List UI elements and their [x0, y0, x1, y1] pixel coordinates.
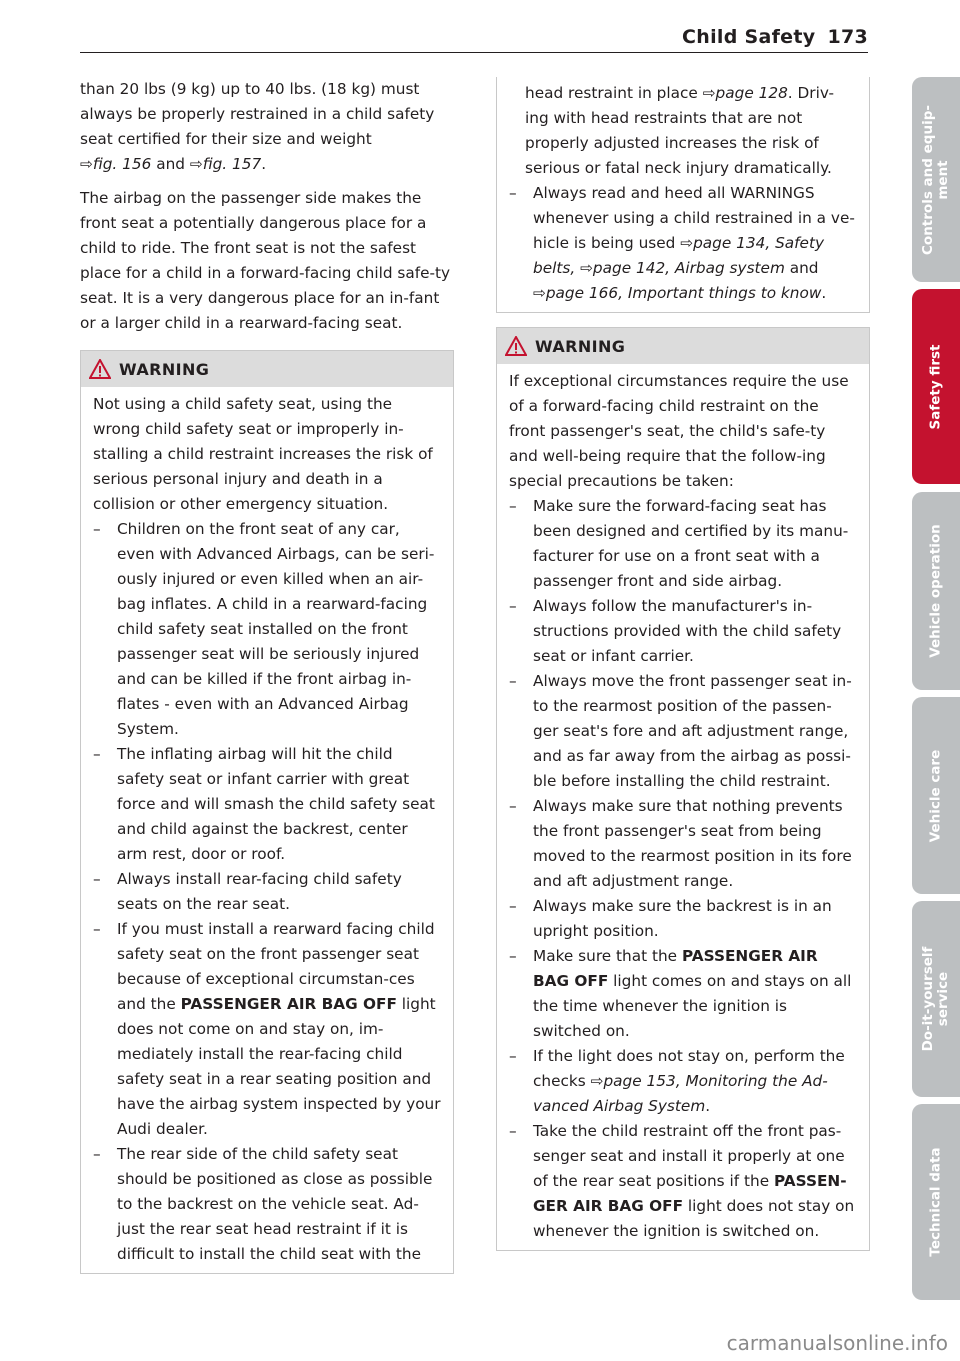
warning-item-text: If the light does not stay on, perform the checks [533, 1047, 845, 1090]
warning-item: – The inflating airbag will hit the child safety seat or infant carrier with great force and will smash the child safety seat and child against the backrest, center arm rest, door or roof. [93, 742, 441, 867]
left-column [80, 77, 454, 1274]
and-text: and [156, 155, 185, 173]
warning-list [509, 494, 857, 1244]
passenger-airbag-off-label: PASSENGER AIR BAG OFF [180, 995, 397, 1013]
tab-label: Safety first [927, 344, 944, 429]
arrow-icon: ⇨ [80, 155, 93, 173]
tab-label: Do-it-yourself service [920, 946, 951, 1052]
warning-item [509, 1044, 857, 1119]
page-ref-166[interactable]: page 166, Important things to know [545, 284, 822, 302]
tab-technical-data[interactable] [912, 1104, 960, 1300]
warning-item: – Children on the front seat of any car, even with Advanced Airbags, can be seri-ously injured or even killed when an air-bag inflates. A child in a rearward-facing child safety seat installed on the front passenger seat will be seriously injured and can be killed if the front airbag in-flates - even with an Advanced Airbag System. [93, 517, 441, 742]
arrow-icon: ⇨ [680, 234, 694, 252]
tab-label: Technical data [927, 1147, 944, 1257]
warning-intro: Not using a child safety seat, using the wrong child safety seat or improperly in-stalling a child restraint increases the risk of serious personal injury and death in a collision or other emergency situation. [93, 395, 433, 513]
arrow-icon: ⇨ [702, 84, 716, 102]
warning-intro: If exceptional circumstances require the use of a forward-facing child restraint on the front passenger's seat, the child's safe-ty and well-being require that the follow-ing special precautions be taken: [509, 372, 849, 490]
warning-triangle-icon [505, 336, 527, 356]
warning-item: – Always make sure the backrest is in an upright position. [509, 894, 857, 944]
page-ref-142[interactable]: page 142, Airbag system [592, 259, 785, 277]
warning-item: – Always move the front passenger seat in-to the rearmost position of the passen-ger seat's fore and aft adjustment range, and as far away from the airbag as possi-ble before installing the child restraint. [509, 669, 857, 794]
warning-item [93, 917, 441, 1142]
warning-item: – Always install rear-facing child safety seats on the rear seat. [93, 867, 441, 917]
arrow-icon: ⇨ [189, 155, 203, 173]
and-text: and [789, 259, 819, 277]
period: . [261, 155, 267, 173]
arrow-icon: ⇨ [580, 259, 593, 277]
intro-line: than 20 lbs (9 kg) up to 40 lbs. (18 kg) must [80, 80, 420, 98]
page-ref-128[interactable]: page 128 [715, 84, 788, 102]
warning-continuation-box [496, 77, 870, 313]
tab-label: Controls and equip- ment [920, 104, 951, 255]
warning-item: – Always follow the manufacturer's in-structions provided with the child safety seat or infant carrier. [509, 594, 857, 669]
warning-title: WARNING [119, 359, 210, 379]
page-ref-153[interactable]: page 153, Monitoring the Ad-vanced Airbag System [533, 1072, 828, 1115]
intro-line: always be properly restrained in a child safety [80, 105, 435, 123]
airbag-paragraph: The airbag on the passenger side makes the front seat a potentially dangerous place for a child to ride. The front seat is not the safest place for a child in a forward-facing child safe-ty seat. It is a very dangerous place for an in-fant or a larger child in a rearward-facing seat. [80, 189, 451, 332]
continuation-item [509, 181, 857, 306]
warning-triangle-icon [89, 359, 111, 379]
tab-label: Vehicle operation [927, 524, 944, 658]
fig-ref-156[interactable]: fig. 156 [92, 155, 152, 173]
intro-paragraph [80, 77, 454, 177]
warning-list [93, 517, 441, 1267]
period: . [705, 1097, 711, 1115]
warning-box-right [496, 327, 870, 1251]
warning-title: WARNING [535, 336, 626, 356]
warning-item-text: light does not stay on whenever the ignition is switched on. [533, 1197, 855, 1240]
page-number: 173 [827, 26, 868, 48]
tab-safety-first[interactable] [912, 289, 960, 484]
tab-controls-and-equipment[interactable] [912, 77, 960, 282]
tab-do-it-yourself-service[interactable] [912, 901, 960, 1097]
warning-box-left [80, 350, 454, 1274]
warning-body [497, 364, 869, 1250]
page-ref-134[interactable]: page 134, Safety belts, [533, 234, 825, 277]
continuation-text [509, 81, 857, 181]
watermark-text: carmanualsonline.info [726, 1331, 948, 1355]
right-column [496, 77, 870, 1251]
warning-item-text: Make sure that the [533, 947, 678, 965]
warning-item-text: light comes on and stays on all the time whenever the ignition is switched on. [533, 972, 852, 1040]
header-rule [80, 52, 868, 53]
passenger-airbag-off-label: PASSENGER AIR BAG OFF [533, 947, 818, 990]
tab-label: Vehicle care [927, 749, 944, 842]
tab-vehicle-care[interactable] [912, 697, 960, 894]
continuation-line: head restraint in place [525, 84, 698, 102]
warning-item-text: If you must install a rearward facing child safety seat on the front passenger seat because of exceptional circumstan-ces and the [117, 920, 435, 1013]
warning-header [81, 351, 453, 387]
continuation-list [509, 181, 857, 306]
warning-item: – The rear side of the child safety seat should be positioned as close as possible to the backrest on the vehicle seat. Ad-just the rear seat head restraint if it is difficult to install the child seat with the [93, 1142, 441, 1267]
arrow-icon: ⇨ [590, 1072, 604, 1090]
warning-item-text: light does not come on and stay on, im-mediately install the rear-facing child safety seat in a rear seating position and have the airbag system inspected by your Audi dealer. [117, 995, 441, 1138]
warning-item [509, 944, 857, 1044]
warning-item: – Make sure the forward-facing seat has been designed and certified by its manu-facturer for use on a front seat with a passenger front and side airbag. [509, 494, 857, 594]
warning-item [509, 1119, 857, 1244]
period: . [821, 284, 827, 302]
warning-item: – Always make sure that nothing prevents the front passenger's seat from being moved to the rearmost position in its fore and aft adjustment range. [509, 794, 857, 894]
warning-body [81, 387, 453, 1273]
intro-line: seat certified for their size and weight [80, 130, 372, 148]
header-title [682, 26, 868, 48]
arrow-icon: ⇨ [533, 284, 546, 302]
fig-ref-157[interactable]: fig. 157 [202, 155, 262, 173]
passenger-airbag-off-label: PASSEN-GER AIR BAG OFF [533, 1172, 847, 1215]
warning-item-text: Take the child restraint off the front pas-senger seat and install it properly at one of the rear seat positions if the [533, 1122, 845, 1190]
section-title: Child Safety [682, 26, 816, 48]
warning-header [497, 328, 869, 364]
tab-vehicle-operation[interactable] [912, 492, 960, 690]
continuation-item-text: Always read and heed all WARNINGS whenever using a child restrained in a ve-hicle is being used [533, 184, 855, 252]
continuation-line: . Driv-ing with head restraints that are not properly adjusted increases the risk of serious or fatal neck injury dramatically. [525, 84, 835, 177]
page-header [80, 22, 868, 70]
